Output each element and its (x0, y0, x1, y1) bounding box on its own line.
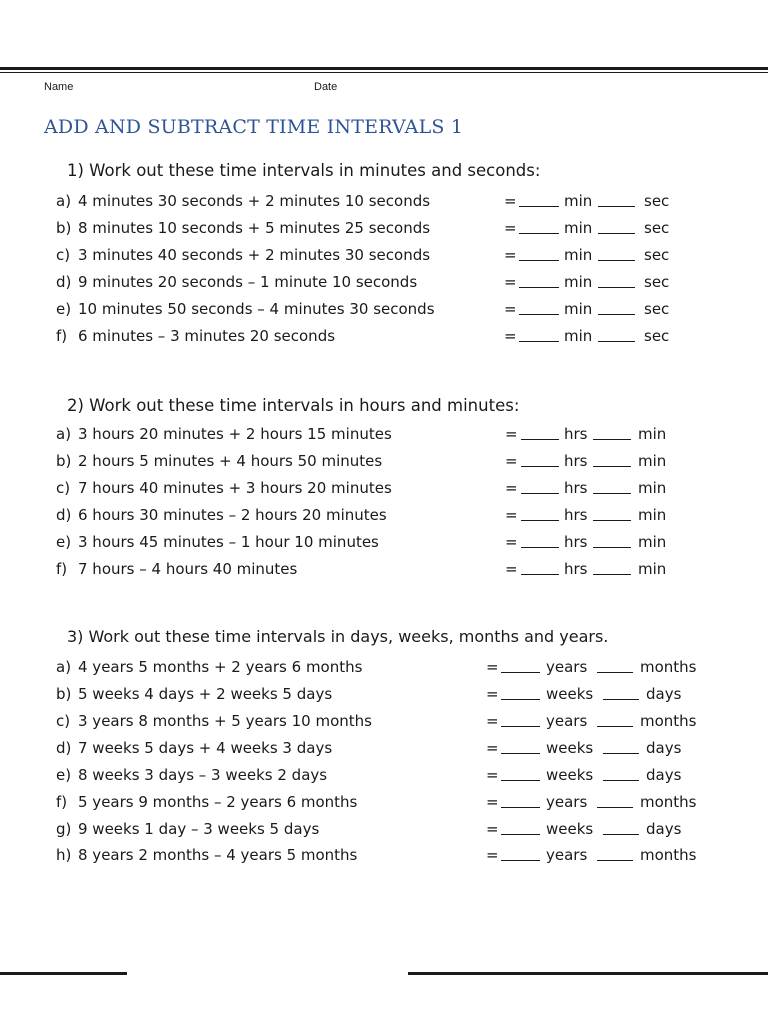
equals-sign: = (505, 506, 518, 524)
unit-label: min (564, 273, 593, 291)
answer-blank-1[interactable] (501, 739, 540, 754)
question-row (0, 479, 768, 506)
question-row (0, 192, 768, 219)
unit-label: days (646, 766, 682, 784)
answer-blank-1[interactable] (519, 300, 559, 315)
worksheet-title: ADD AND SUBTRACT TIME INTERVALS 1 (44, 116, 464, 138)
unit-label: days (646, 739, 682, 757)
question-text: 8 weeks 3 days – 3 weeks 2 days (78, 766, 328, 784)
answer-blank-1[interactable] (501, 685, 540, 700)
unit-label: hrs (564, 425, 588, 443)
answer-blank-2[interactable] (598, 219, 635, 234)
equals-sign: = (486, 766, 499, 784)
unit-label: min (638, 506, 667, 524)
question-row (0, 327, 768, 354)
section-heading: 3) Work out these time intervals in days, weeks, months and years. (67, 627, 609, 646)
question-text: 4 minutes 30 seconds + 2 minutes 10 seconds (78, 192, 431, 210)
equals-sign: = (505, 533, 518, 551)
unit-label: sec (644, 192, 670, 210)
footer-rule-right (408, 972, 768, 975)
question-text: 8 years 2 months – 4 years 5 months (78, 846, 358, 864)
unit-label: min (638, 425, 667, 443)
answer-blank-1[interactable] (521, 425, 559, 440)
question-label: b) (56, 685, 72, 703)
question-text: 3 years 8 months + 5 years 10 months (78, 712, 372, 730)
section-heading: 1) Work out these time intervals in minutes and seconds: (67, 161, 541, 180)
answer-blank-2[interactable] (603, 766, 639, 781)
question-row (0, 685, 768, 712)
answer-blank-2[interactable] (597, 793, 633, 808)
unit-label: months (640, 712, 697, 730)
unit-label: years (546, 846, 588, 864)
question-row (0, 219, 768, 246)
question-row (0, 506, 768, 533)
equals-sign: = (486, 793, 499, 811)
question-label: b) (56, 219, 72, 237)
unit-label: hrs (564, 479, 588, 497)
unit-label: sec (644, 246, 670, 264)
unit-label: hrs (564, 533, 588, 551)
answer-blank-2[interactable] (598, 192, 635, 207)
answer-blank-2[interactable] (593, 533, 631, 548)
equals-sign: = (504, 219, 517, 237)
unit-label: weeks (546, 820, 594, 838)
answer-blank-1[interactable] (501, 658, 540, 673)
question-label: a) (56, 192, 72, 210)
question-text: 6 minutes – 3 minutes 20 seconds (78, 327, 336, 345)
answer-blank-2[interactable] (593, 506, 631, 521)
answer-blank-1[interactable] (521, 452, 559, 467)
unit-label: min (638, 479, 667, 497)
unit-label: min (564, 246, 593, 264)
question-label: f) (56, 793, 68, 811)
question-row (0, 300, 768, 327)
question-text: 3 hours 20 minutes + 2 hours 15 minutes (78, 425, 392, 443)
answer-blank-2[interactable] (598, 246, 635, 261)
answer-blank-2[interactable] (593, 452, 631, 467)
answer-blank-2[interactable] (593, 479, 631, 494)
equals-sign: = (505, 560, 518, 578)
unit-label: min (638, 560, 667, 578)
unit-label: months (640, 846, 697, 864)
question-label: c) (56, 712, 71, 730)
top-rule-thin (0, 72, 768, 73)
unit-label: min (564, 327, 593, 345)
equals-sign: = (486, 846, 499, 864)
question-text: 10 minutes 50 seconds – 4 minutes 30 seconds (78, 300, 435, 318)
equals-sign: = (486, 658, 499, 676)
answer-blank-1[interactable] (519, 192, 559, 207)
question-text: 2 hours 5 minutes + 4 hours 50 minutes (78, 452, 383, 470)
equals-sign: = (504, 246, 517, 264)
question-label: g) (56, 820, 72, 838)
equals-sign: = (504, 273, 517, 291)
question-row (0, 273, 768, 300)
unit-label: hrs (564, 560, 588, 578)
unit-label: sec (644, 219, 670, 237)
question-label: e) (56, 300, 72, 318)
section-heading: 2) Work out these time intervals in hours and minutes: (67, 396, 520, 415)
question-row (0, 712, 768, 739)
answer-blank-1[interactable] (519, 273, 559, 288)
unit-label: months (640, 658, 697, 676)
question-text: 9 weeks 1 day – 3 weeks 5 days (78, 820, 320, 838)
question-label: b) (56, 452, 72, 470)
question-label: e) (56, 766, 72, 784)
equals-sign: = (486, 820, 499, 838)
unit-label: sec (644, 300, 670, 318)
answer-blank-1[interactable] (521, 533, 559, 548)
unit-label: weeks (546, 766, 594, 784)
answer-blank-1[interactable] (519, 219, 559, 234)
question-label: f) (56, 560, 68, 578)
answer-blank-1[interactable] (501, 766, 540, 781)
unit-label: months (640, 793, 697, 811)
answer-blank-2[interactable] (598, 273, 635, 288)
equals-sign: = (505, 479, 518, 497)
footer-rule-left (0, 972, 127, 975)
question-row (0, 560, 768, 587)
unit-label: days (646, 820, 682, 838)
answer-blank-1[interactable] (521, 506, 559, 521)
answer-blank-2[interactable] (593, 425, 631, 440)
question-row (0, 425, 768, 452)
unit-label: sec (644, 327, 670, 345)
question-row (0, 452, 768, 479)
question-row (0, 793, 768, 820)
answer-blank-2[interactable] (597, 712, 633, 727)
question-row (0, 739, 768, 766)
unit-label: hrs (564, 506, 588, 524)
question-label: d) (56, 506, 72, 524)
equals-sign: = (486, 712, 499, 730)
question-label: c) (56, 246, 71, 264)
question-label: d) (56, 273, 72, 291)
question-text: 6 hours 30 minutes – 2 hours 20 minutes (78, 506, 387, 524)
unit-label: years (546, 712, 588, 730)
unit-label: min (638, 533, 667, 551)
question-label: a) (56, 425, 72, 443)
question-row (0, 846, 768, 873)
unit-label: min (564, 219, 593, 237)
unit-label: years (546, 658, 588, 676)
question-text: 5 years 9 months – 2 years 6 months (78, 793, 358, 811)
answer-blank-1[interactable] (521, 560, 559, 575)
answer-blank-2[interactable] (597, 846, 633, 861)
answer-blank-1[interactable] (519, 327, 559, 342)
question-row (0, 820, 768, 847)
question-text: 9 minutes 20 seconds – 1 minute 10 seconds (78, 273, 418, 291)
top-rule (0, 67, 768, 70)
unit-label: years (546, 793, 588, 811)
question-label: f) (56, 327, 68, 345)
answer-blank-1[interactable] (501, 846, 540, 861)
question-text: 8 minutes 10 seconds + 5 minutes 25 seconds (78, 219, 431, 237)
question-row (0, 246, 768, 273)
equals-sign: = (486, 685, 499, 703)
answer-blank-1[interactable] (521, 479, 559, 494)
unit-label: days (646, 685, 682, 703)
answer-blank-2[interactable] (598, 300, 635, 315)
question-label: h) (56, 846, 72, 864)
question-text: 3 minutes 40 seconds + 2 minutes 30 seconds (78, 246, 431, 264)
equals-sign: = (504, 192, 517, 210)
question-text: 3 hours 45 minutes – 1 hour 10 minutes (78, 533, 379, 551)
question-text: 5 weeks 4 days + 2 weeks 5 days (78, 685, 333, 703)
question-label: c) (56, 479, 71, 497)
equals-sign: = (505, 452, 518, 470)
question-text: 7 hours – 4 hours 40 minutes (78, 560, 298, 578)
question-text: 7 hours 40 minutes + 3 hours 20 minutes (78, 479, 392, 497)
equals-sign: = (486, 739, 499, 757)
unit-label: min (638, 452, 667, 470)
answer-blank-1[interactable] (501, 820, 540, 835)
answer-blank-1[interactable] (501, 793, 540, 808)
equals-sign: = (505, 425, 518, 443)
unit-label: weeks (546, 685, 594, 703)
answer-blank-2[interactable] (603, 685, 639, 700)
answer-blank-2[interactable] (597, 658, 633, 673)
unit-label: min (564, 192, 593, 210)
answer-blank-1[interactable] (501, 712, 540, 727)
unit-label: weeks (546, 739, 594, 757)
answer-blank-2[interactable] (598, 327, 635, 342)
question-label: e) (56, 533, 72, 551)
question-label: d) (56, 739, 72, 757)
question-text: 4 years 5 months + 2 years 6 months (78, 658, 363, 676)
answer-blank-2[interactable] (603, 820, 639, 835)
name-label: Name (44, 81, 74, 93)
question-label: a) (56, 658, 72, 676)
unit-label: hrs (564, 452, 588, 470)
question-row (0, 658, 768, 685)
question-row (0, 533, 768, 560)
question-row (0, 766, 768, 793)
date-label: Date (314, 81, 338, 93)
unit-label: sec (644, 273, 670, 291)
question-text: 7 weeks 5 days + 4 weeks 3 days (78, 739, 333, 757)
answer-blank-2[interactable] (603, 739, 639, 754)
answer-blank-1[interactable] (519, 246, 559, 261)
equals-sign: = (504, 327, 517, 345)
equals-sign: = (504, 300, 517, 318)
answer-blank-2[interactable] (593, 560, 631, 575)
unit-label: min (564, 300, 593, 318)
